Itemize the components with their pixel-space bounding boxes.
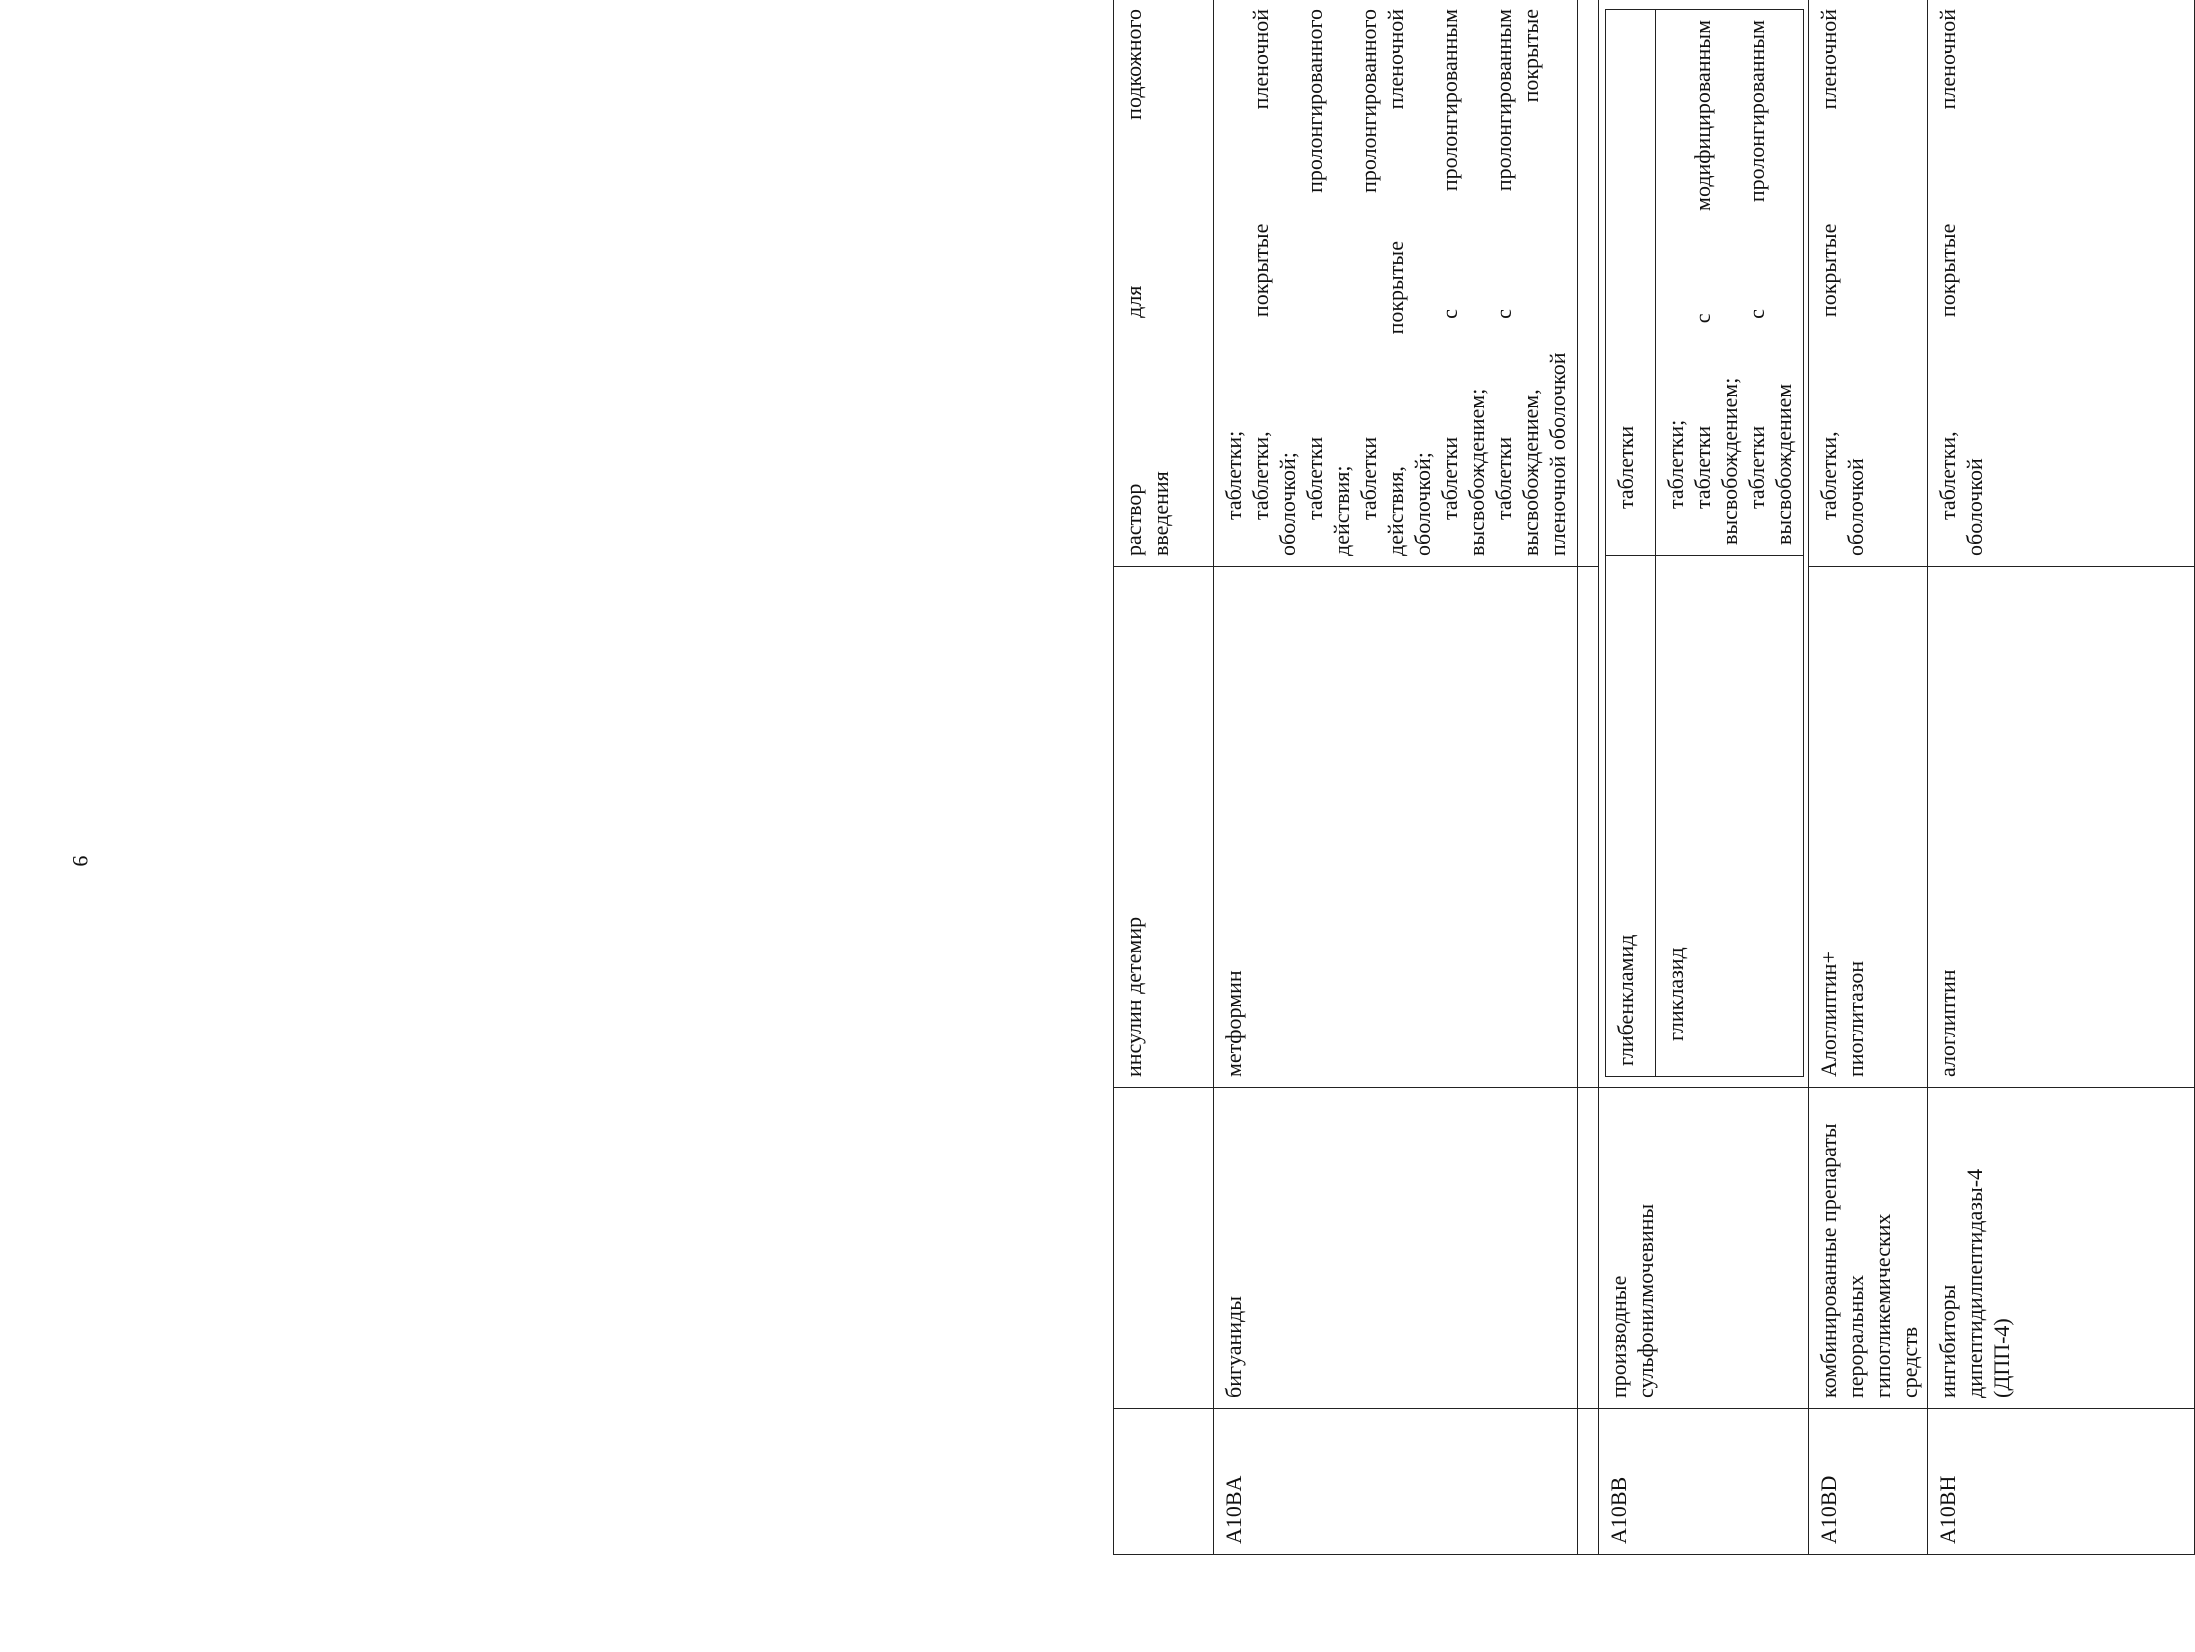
atc-code-cell: A10BH (1928, 1409, 2195, 1555)
dosage-form-line: оболочкой (1843, 458, 1868, 556)
dosage-form-cell (1928, 0, 2195, 567)
drug-name-line: пиоглитазон (1843, 960, 1868, 1077)
dosage-form-line: раствор для подкожного (1121, 9, 1146, 556)
dosage-form-line: таблетки с пролонгированным (1437, 9, 1462, 520)
drug-name-cell: гликлазид (1656, 556, 1804, 1077)
dosage-form-line: введения (1148, 471, 1173, 556)
group-cell (1114, 1088, 1214, 1409)
table-row (1809, 0, 1928, 1555)
group-line: ингибиторы (1935, 1284, 1960, 1398)
dosage-form-line: таблетки, покрытые пленочной (1248, 9, 1273, 520)
drug-name-cell (1809, 567, 1928, 1088)
spacer-cell (1578, 1088, 1599, 1409)
page-number: 9 (68, 855, 93, 867)
dosage-form-line: высвобождением (1771, 383, 1796, 545)
drug-name-cell: алоглиптин (1928, 567, 2195, 1088)
drug-name-cell: метформин (1214, 567, 1578, 1088)
drug-name-cell: глибенкламид (1606, 556, 1656, 1077)
table-row (1599, 0, 1809, 1555)
dosage-form-line: таблетки с пролонгированным (1491, 9, 1516, 520)
dosage-form-line: высвобождением; (1717, 377, 1742, 545)
group-line: средств (1897, 1326, 1922, 1398)
atc-code-cell: A10BB (1599, 1409, 1809, 1555)
group-line: производные (1606, 1275, 1631, 1398)
group-line: сульфонилмочевины (1633, 1203, 1658, 1398)
dosage-form-cell (1656, 10, 1804, 556)
table-row (1214, 0, 1578, 1555)
table-row (1928, 0, 2195, 1555)
drug-classification-table (1113, 0, 2195, 1555)
group-cell: бигуаниды (1214, 1088, 1578, 1409)
dosage-form-line: таблетки пролонгированного (1302, 9, 1327, 520)
sub-row (1656, 10, 1804, 1077)
dosage-form-line: высвобождением; (1464, 388, 1489, 556)
dosage-form-cell (1114, 0, 1214, 567)
dosage-form-line: оболочкой (1962, 458, 1987, 556)
dosage-form-cell (1809, 0, 1928, 567)
dosage-form-line: оболочкой; (1275, 452, 1300, 556)
dosage-form-line: таблетки, покрытые пленочной (1816, 9, 1841, 520)
dosage-form-line: высвобождением, покрытые (1518, 9, 1543, 556)
table-row-spacer (1578, 0, 1599, 1555)
spacer-cell (1578, 0, 1599, 567)
dosage-form-cell (1214, 0, 1578, 567)
spacer-cell (1578, 1409, 1599, 1555)
dosage-form-line: таблетки; (1663, 419, 1688, 509)
group-line: комбинированные препараты (1816, 1123, 1841, 1398)
dosage-form-line: таблетки (1613, 425, 1638, 509)
group-cell (1928, 1088, 2195, 1409)
dosage-form-line: оболочкой; (1410, 452, 1435, 556)
atc-code-cell: A10BD (1809, 1409, 1928, 1555)
dosage-form-line: таблетки, покрытые пленочной (1935, 9, 1960, 520)
sub-table (1605, 9, 1804, 1077)
dosage-form-line: действия; (1329, 465, 1354, 556)
atc-code-cell (1114, 1409, 1214, 1555)
sub-row (1606, 10, 1656, 1077)
table-row (1114, 0, 1214, 1555)
group-cell (1599, 1088, 1809, 1409)
subrows-cell (1599, 0, 1809, 1088)
spacer-cell (1578, 567, 1599, 1088)
group-line: дипептидилпептидазы-4 (ДПП-4) (1962, 1168, 2014, 1398)
dosage-form-line: таблетки с модифицированным (1690, 20, 1715, 509)
dosage-form-line: таблетки; (1221, 430, 1246, 520)
dosage-form-line: таблетки пролонгированного (1356, 9, 1381, 520)
dosage-form-line: действия, покрытые пленочной (1383, 9, 1408, 556)
dosage-form-cell (1606, 10, 1656, 556)
drug-name-line: Алоглиптин+ (1816, 951, 1841, 1077)
group-cell (1809, 1088, 1928, 1409)
atc-code-cell: A10BA (1214, 1409, 1578, 1555)
group-line: пероральных гипогликемических (1843, 1213, 1895, 1398)
rotated-page-content (1113, 0, 2195, 1555)
dosage-form-line: пленочной оболочкой (1545, 352, 1570, 556)
drug-name-cell: инсулин детемир (1114, 567, 1214, 1088)
dosage-form-line: таблетки с пролонгированным (1744, 20, 1769, 509)
